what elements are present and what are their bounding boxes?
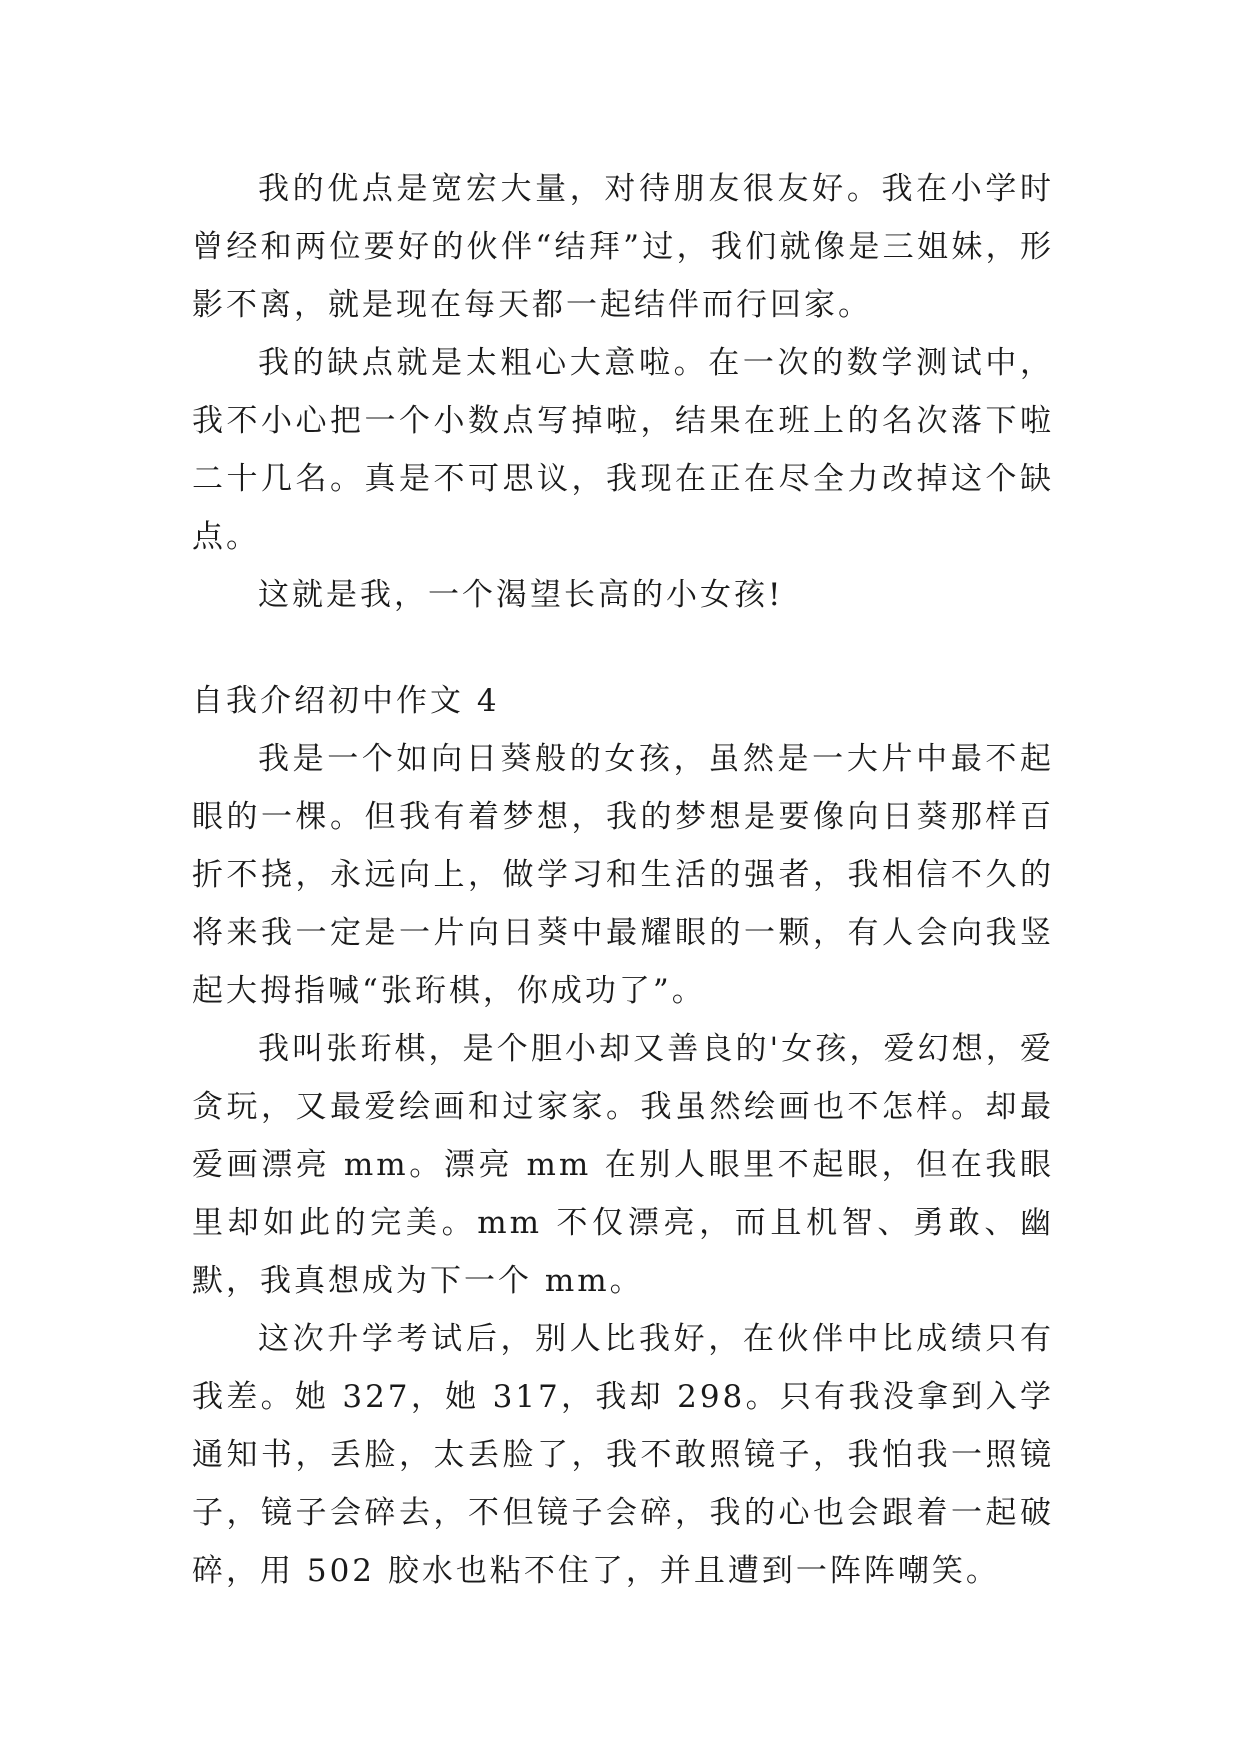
paragraph-closing: 这就是我，一个渴望长高的小女孩!: [258, 577, 784, 613]
paragraph-self-intro: 我叫张珩棋，是个胆小却又善良的'女孩，爱幻想，爱贪玩，又最爱绘画和过家家。我虽然绘画也不怎样。却最爱画漂亮 mm。漂亮 mm 在别人眼里不起眼，但在我眼里却如此的完美。mm 不仅漂亮，而且机智、勇敢、幽默，我真想成为下一个 mm。: [192, 1031, 1054, 1299]
paragraph-strengths: 我的优点是宽宏大量，对待朋友很友好。我在小学时曾经和两位要好的伙伴“结拜”过，我们就像是三姐妹，形影不离，就是现在每天都一起结伴而行回家。: [192, 171, 1054, 323]
paragraph-weaknesses: 我的缺点就是太粗心大意啦。在一次的数学测试中，我不小心把一个小数点写掉啦，结果在班上的名次落下啦二十几名。真是不可思议，我现在正在尽全力改掉这个缺点。: [192, 345, 1054, 555]
document-body: [192, 160, 1054, 1600]
essay-heading: 自我介绍初中作文 4: [192, 683, 500, 719]
paragraph-exam: 这次升学考试后，别人比我好，在伙伴中比成绩只有我差。她 327，她 317，我却 298。只有我没拿到入学通知书，丢脸，太丢脸了，我不敢照镜子，我怕我一照镜子，镜子会碎去，不但镜子会碎，我的心也会跟着一起破碎，用 502 胶水也粘不住了，并且遭到一阵阵嘲笑。: [192, 1321, 1054, 1589]
paragraph-sunflower: 我是一个如向日葵般的女孩，虽然是一大片中最不起眼的一棵。但我有着梦想，我的梦想是要像向日葵那样百折不挠，永远向上，做学习和生活的强者，我相信不久的将来我一定是一片向日葵中最耀眼的一颗，有人会向我竖起大拇指喊“张珩棋，你成功了”。: [192, 741, 1054, 1009]
